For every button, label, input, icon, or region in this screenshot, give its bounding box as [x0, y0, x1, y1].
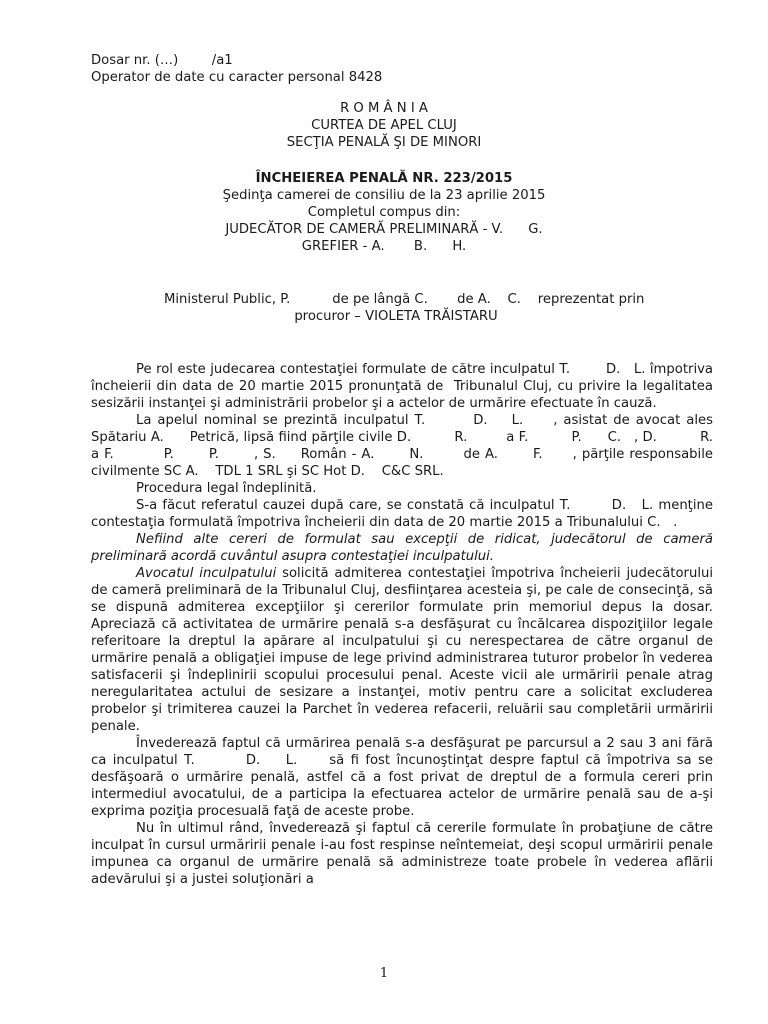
prosecution-line-1: Ministerul Public, P. de pe lângă C. de A. C. reprezentat prin — [164, 292, 645, 307]
judge-line: JUDECĂTOR DE CAMERĂ PRELIMINARĂ - V. G. — [225, 222, 543, 237]
case-number: Dosar nr. (…) /a1 — [91, 53, 233, 68]
prosecution-line-2: procuror – VIOLETA TRĂISTARU — [294, 309, 498, 324]
paragraph-2: La apelul nominal se prezintă inculpatul T. D. L. , asistat de avocat ales Spătariu A. Petrică, lipsă fiind părţile civile D. R. a F. P. C. , D. R. a F. P. P. , S. Român - A. N. de A. F. , părţile responsabile civilmente SC A. TDL 1 SRL şi SC Hot D. C&C SRL. — [91, 413, 755, 479]
paragraph-3: Procedura legal îndeplinită. — [136, 481, 317, 496]
data-operator: Operator de date cu caracter personal 8428 — [91, 70, 383, 85]
paragraph-7: Învederează faptul că urmărirea penală s-a desfăşurat pe parcursul a 2 sau 3 ani fără ca inculpatul T. D. L. să fi fost încunoştinţat despre faptul că împotriva sa se desfăşoară o urmărire penală, astfel că a fost privat de dreptul de a formula cereri prin intermediul avocatului, de a participa la efectuarea actelor de urmărire penală sau de a-şi exprima poziţia procesuală faţă de aceste probe. — [91, 736, 718, 819]
paragraph-5: Nefiind alte cereri de formulat sau excepţii de ridicat, judecătorul de cameră preliminară acordă cuvântul asupra contestaţiei inculpatului. — [91, 532, 718, 564]
file-meta — [91, 52, 382, 86]
paragraph-6 — [91, 565, 718, 735]
court-section: SECŢIA PENALĂ ŞI DE MINORI — [286, 135, 482, 150]
court-header — [0, 100, 768, 151]
panel-label: Completul compus din: — [307, 205, 461, 220]
country-name: R O M Â N I A — [340, 101, 428, 116]
paragraph-1: Pe rol este judecarea contestaţiei formulate de către inculpatul T. D. L. împotriva încheierii din data de 20 martie 2015 pronunţată de Tribunalul Cluj, cu privire la legalitatea sesizării instanţei şi administrării probelor şi a actelor de urmărire efectuate în cauză. — [91, 362, 718, 411]
paragraph-6-text: solicită admiterea contestaţiei împotriva încheierii judecătorului de cameră preliminară de la Tribunalul Cluj, desfiinţarea acesteia şi, pe cale de consecinţă, să se dispună admiterea excepţiilor şi cererilor formulate prin memoriul depus la dosar. Apreciază că activitatea de urmărire penală s-a desfăşurat cu încălcarea dispoziţiilor legale referitoare la dreptul la apărare al inculpatului şi cu nerespectarea de către organul de urmărire penală a obligaţiei impuse de lege privind administrarea tuturor probelor în vederea satisfacerii şi îndeplinirii scopului procesului penal. Aceste vicii ale urmăririi penale atrag neregularitatea actului de sesizare a instanţei, motiv pentru care a solicitat excluderea probelor şi trimiterea cauzei la Parchet în vederea refacerii, reluării sau completării urmăririi penale. — [91, 566, 718, 734]
paragraph-8: Nu în ultimul rând, învederează şi faptul că cererile formulate în probaţiune de către inculpat în cursul urmăririi penale i-au fost respinse neîntemeiat, deşi scopul urmăririi penale impunea ca organul de urmărire penală să administreze toate probele în vederea aflării adevărului şi a justei soluţionări a — [91, 821, 718, 887]
page-number: 1 — [379, 966, 389, 981]
session-date: Şedinţa camerei de consiliu de la 23 aprilie 2015 — [222, 188, 546, 203]
paragraph-4: S-a făcut referatul cauzei după care, se constată că inculpatul T. D. L. menţine contestaţia formulată împotriva încheierii din data de 20 martie 2015 a Tribunalului C. . — [91, 498, 718, 530]
paragraph-6-lead: Avocatul inculpatului — [136, 566, 277, 581]
ruling-title: ÎNCHEIEREA PENALĂ NR. 223/2015 — [255, 171, 513, 186]
ruling-title-block — [0, 170, 768, 255]
prosecution-block — [91, 291, 701, 325]
document-body — [91, 361, 755, 888]
court-name: CURTEA DE APEL CLUJ — [311, 118, 457, 133]
clerk-line: GREFIER - A. B. H. — [301, 239, 467, 254]
